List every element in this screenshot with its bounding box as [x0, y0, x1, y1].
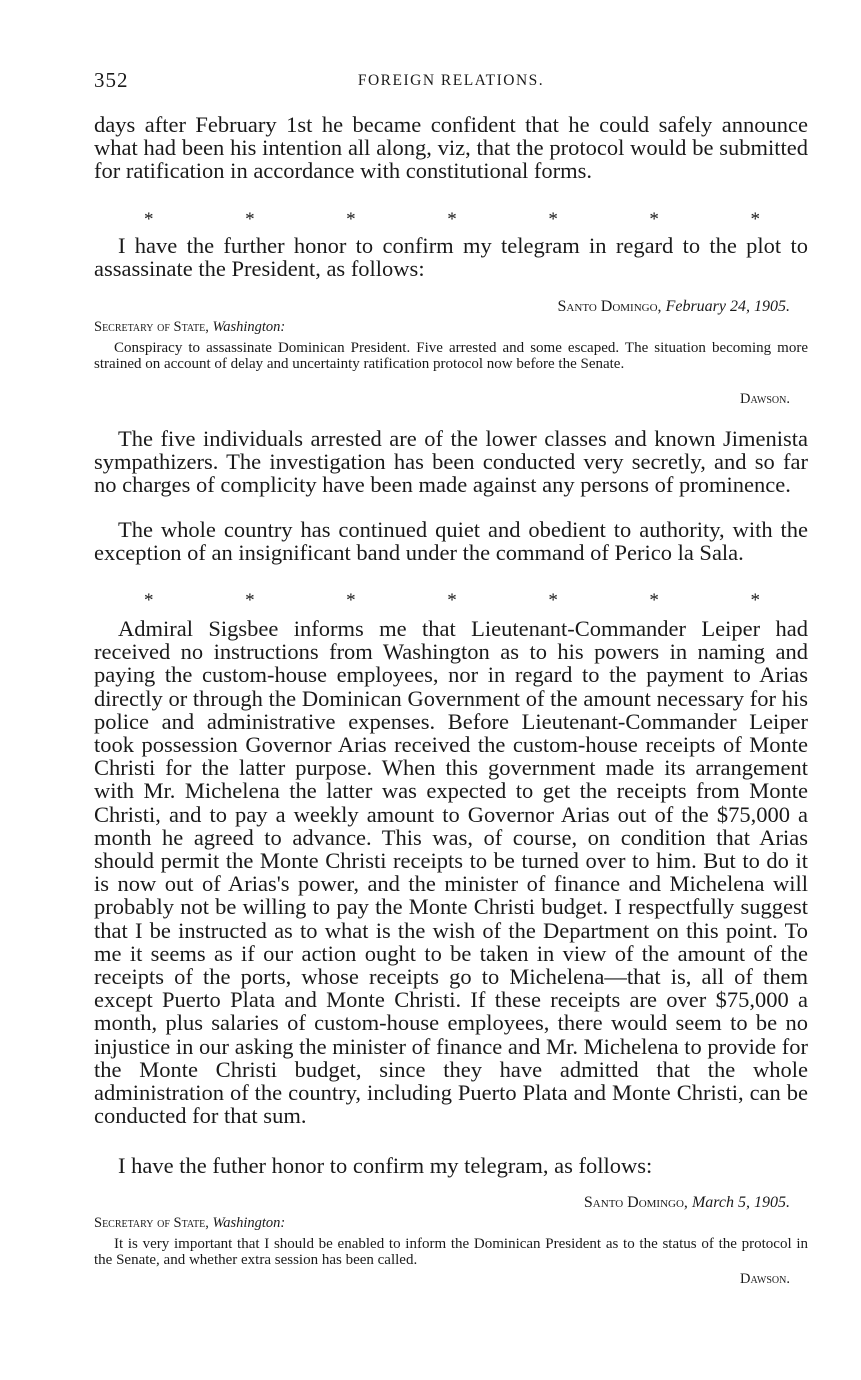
separator-star: *	[245, 209, 255, 230]
paragraph-1-block	[94, 113, 808, 183]
paragraph-2: I have the further honor to confirm my telegram in regard to the plot to assassinate the President, as follows:	[94, 233, 808, 282]
separator-stars-1	[94, 208, 808, 232]
telegram-signature: Dawson.	[740, 391, 790, 407]
paragraph-3: The five individuals arrested are of the lower classes and known Jimenista sympathizers. The investigation has been conducted very secretly, and so far no charges of complicity have been made against any persons of prominence.	[94, 426, 808, 498]
page-header	[94, 62, 808, 92]
telegram-body: Conspiracy to assassinate Dominican President. Five arrested and some escaped. The situation becoming more strained on account of delay and uncertainty ratification protocol now before the Senate.	[94, 340, 808, 372]
dateline-date: March 5, 1905.	[691, 1194, 790, 1211]
telegram-2-body-block	[94, 1236, 808, 1268]
telegram-1-signature-block	[94, 391, 808, 408]
separator-star: *	[649, 209, 659, 230]
separator-star: *	[548, 209, 558, 230]
separator-star: *	[144, 590, 154, 611]
telegram-2	[94, 1194, 808, 1212]
separator-star: *	[750, 590, 760, 611]
dateline-place: Santo Domingo,	[557, 298, 662, 315]
paragraph-4-block	[94, 518, 808, 564]
separator-star: *	[346, 590, 356, 611]
separator-star: *	[447, 209, 457, 230]
separator-star: *	[750, 209, 760, 230]
separator-star: *	[447, 590, 457, 611]
paragraph-5-block	[94, 617, 808, 1127]
addressee-place: Washington:	[212, 319, 286, 335]
paragraph-2-block	[94, 234, 808, 280]
addressee-name: Secretary of State,	[94, 319, 209, 335]
telegram-2-addressee	[94, 1215, 808, 1232]
running-title: FOREIGN RELATIONS.	[357, 72, 545, 89]
separator-star: *	[346, 209, 356, 230]
separator-star: *	[144, 209, 154, 230]
telegram-2-signature-block	[94, 1271, 808, 1288]
telegram-1-addressee	[94, 319, 808, 336]
telegram-1-body-block	[94, 340, 808, 372]
paragraph-6-block	[94, 1154, 808, 1177]
paragraph-6: I have the futher honor to confirm my telegram, as follows:	[118, 1153, 653, 1178]
separator-star: *	[548, 590, 558, 611]
telegram-body: It is very important that I should be enabled to inform the Dominican President as to the status of the protocol in the Senate, and whether extra session has been called.	[94, 1236, 808, 1268]
telegram-signature: Dawson.	[740, 1271, 790, 1287]
paragraph-3-block	[94, 427, 808, 497]
separator-stars-2	[94, 589, 808, 613]
dateline-place: Santo Domingo,	[583, 1194, 688, 1211]
paragraph-4: The whole country has continued quiet and obedient to authority, with the exception of an insignificant band under the command of Perico la Sala.	[94, 517, 808, 566]
paragraph-1: days after February 1st he became confident that he could safely announce what had been his intention all along, viz, that the protocol would be submitted for ratification in accordance with constitutional forms.	[94, 112, 808, 184]
telegram-dateline	[94, 298, 808, 316]
telegram-1	[94, 298, 808, 316]
addressee-name: Secretary of State,	[94, 1215, 209, 1231]
telegram-dateline	[94, 1194, 808, 1212]
addressee-place: Washington:	[212, 1215, 286, 1231]
separator-star: *	[245, 590, 255, 611]
dateline-date: February 24, 1905.	[665, 298, 790, 315]
page-number: 352	[94, 68, 129, 92]
paragraph-5: Admiral Sigsbee informs me that Lieutenant-Commander Leiper had received no instructions from Washington as to his powers in naming and paying the custom-house employees, nor in regard to the payment to Arias directly or through the Dominican Government of the amount necessary for his police and administrative expenses. Before Lieutenant-Commander Leiper took possession Governor Arias received the custom-house receipts of Monte Christi for the latter purpose. When this government made its arrangement with Mr. Michelena the latter was expected to get the receipts from Monte Christi, and to pay a weekly amount to Governor Arias out of the $75,000 a month he agreed to advance. This was, of course, on condition that Arias should permit the Monte Christi receipts to be turned over to him. But to do it is now out of Arias's power, and the minister of finance and Michelena will probably not be willing to pay the Monte Christi budget. I respectfully suggest that I be instructed as to what is the wish of the Department on this point. To me it seems as if our action ought to be taken in view of the amount of the receipts of the ports, whose receipts go to Michelena—that is, all of them except Puerto Plata and Monte Christi. If these receipts are over $75,000 a month, plus salaries of custom-house employees, there would seem to be no injustice in our asking the minister of finance and Mr. Michelena to provide for the Monte Christi budget, since they have admitted that the whole administration of the country, including Puerto Plata and Monte Christi, can be conducted for that sum.	[94, 616, 808, 1129]
separator-star: *	[649, 590, 659, 611]
